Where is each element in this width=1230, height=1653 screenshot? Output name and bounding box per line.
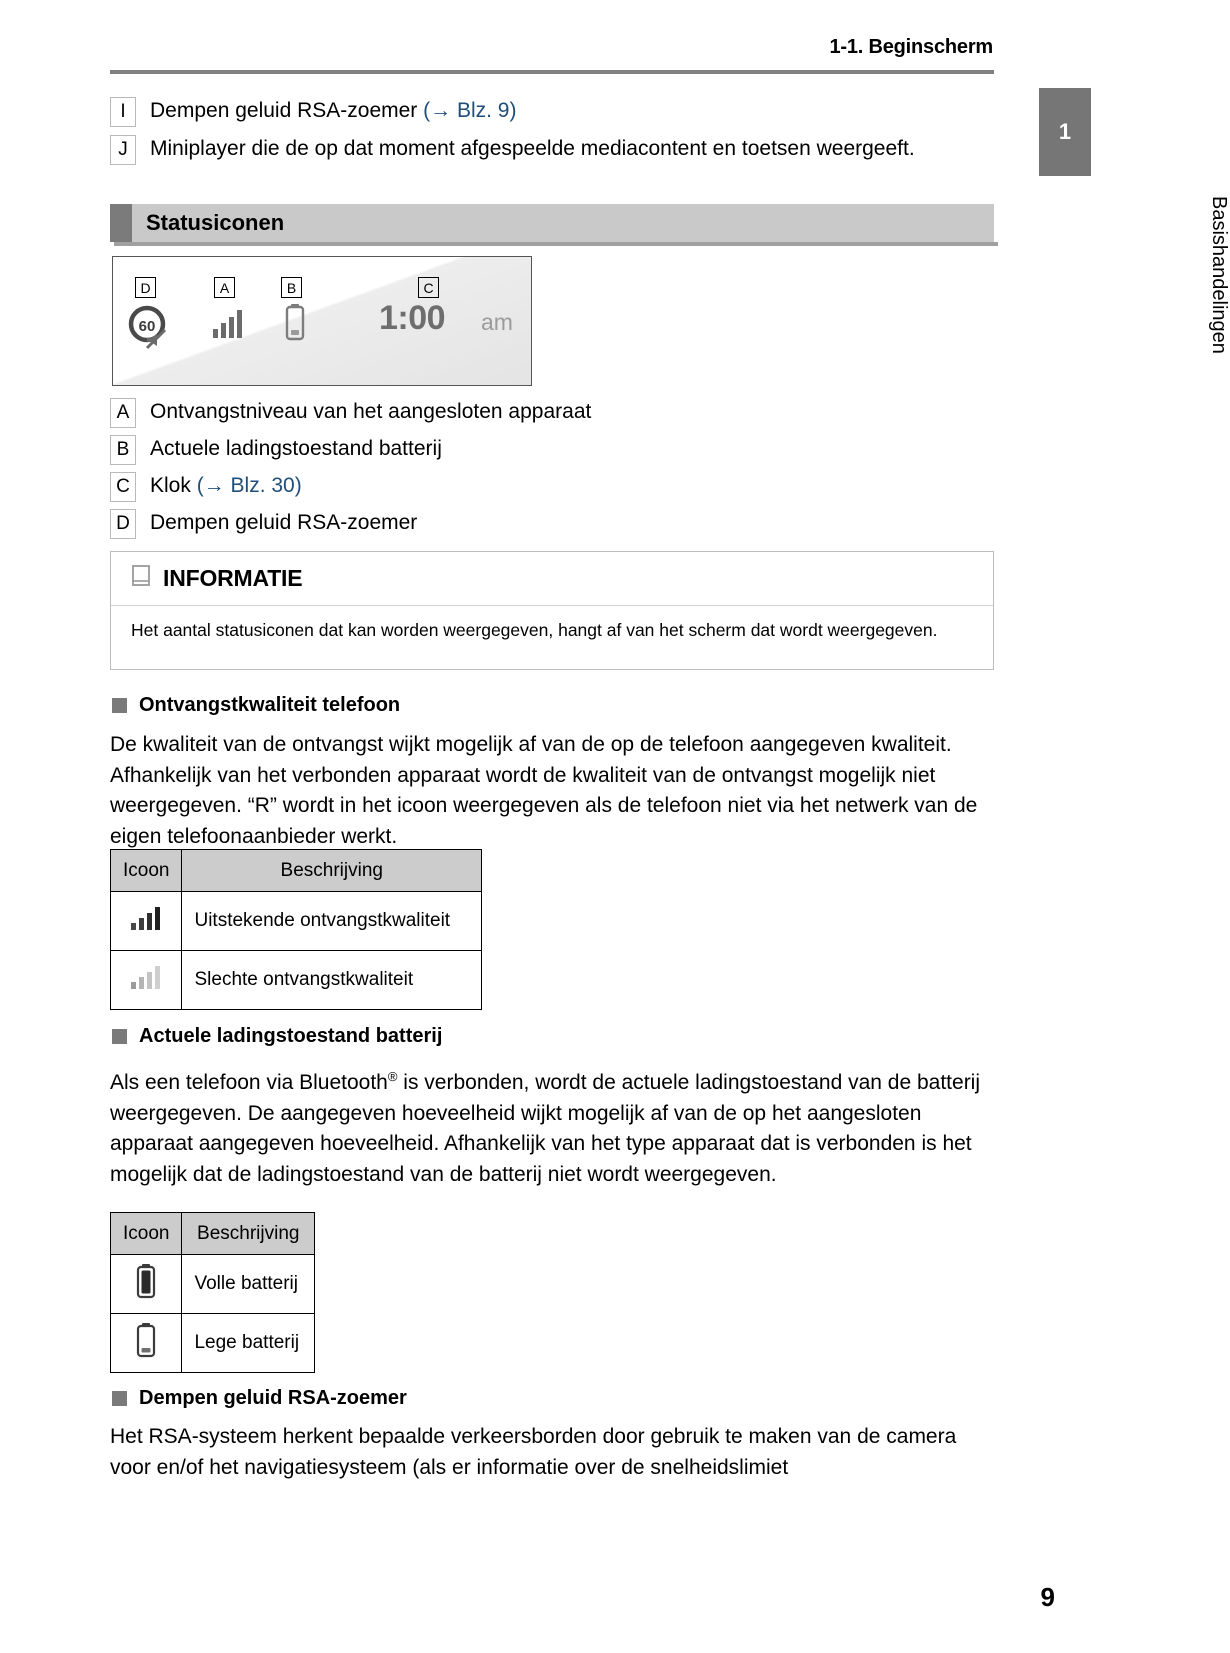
callout-box-c: C: [418, 277, 439, 298]
list-item: [110, 507, 990, 539]
bullet-square-icon: [112, 1391, 127, 1406]
table-header-beschrijving: Beschrijving: [182, 1213, 315, 1255]
item-letter-badge: J: [110, 135, 136, 165]
subsection-heading-text: Dempen geluid RSA-zoemer: [139, 1387, 407, 1409]
table-header-row: [111, 1213, 315, 1255]
battery-level-icon: [283, 303, 307, 346]
list-item: [110, 396, 990, 428]
band-shadow: [114, 242, 998, 246]
list-item: [110, 470, 990, 502]
information-box-title: INFORMATIE: [163, 565, 303, 591]
clock-ampm-text: am: [481, 309, 513, 335]
table-cell-description: Uitstekende ontvangstkwaliteit: [182, 892, 482, 951]
legend-text-d: Dempen geluid RSA-zoemer: [150, 511, 418, 534]
information-icon: [131, 564, 151, 593]
table-cell-description: Slechte ontvangstkwaliteit: [182, 951, 482, 1010]
item-text: Dempen geluid RSA-zoemer (→ Blz. 9): [150, 99, 517, 122]
bullet-square-icon: [112, 698, 127, 713]
chapter-tab-label: Basishandelingen: [1208, 196, 1230, 354]
legend-text-a: Ontvangstniveau van het aangesloten apparaat: [150, 400, 592, 423]
callout-box-b: B: [281, 277, 302, 298]
table-header-row: [111, 850, 482, 892]
battery-empty-icon: [135, 1322, 157, 1358]
signal-strong-icon-cell: [111, 892, 182, 951]
table-row: [111, 951, 482, 1010]
table-row: [111, 1314, 315, 1373]
subsection-heading-rsa: [112, 1387, 407, 1410]
table-header-icoon: Icoon: [111, 850, 182, 892]
table-cell-description: Volle batterij: [182, 1255, 315, 1314]
table-cell-description: Lege batterij: [182, 1314, 315, 1373]
signal-weak-icon: [129, 964, 163, 990]
legend-letter-b: B: [110, 435, 136, 465]
subsection-heading-text: Actuele ladingstoestand batterij: [139, 1025, 443, 1047]
legend-letter-d: D: [110, 509, 136, 539]
band-cap: [110, 204, 132, 242]
section-band-title: Statusiconen: [146, 210, 285, 235]
subsection-heading-text: Ontvangstkwaliteit telefoon: [139, 694, 401, 716]
svg-text:60: 60: [138, 318, 156, 335]
table-header-beschrijving: Beschrijving: [182, 850, 482, 892]
chapter-number-text: 1: [1058, 119, 1072, 144]
page-number: 9: [1040, 1582, 1055, 1612]
battery-full-icon: [135, 1263, 157, 1299]
paragraph-battery: Als een telefoon via Bluetooth® is verbonden, wordt de actuele ladingstoestand van de batterij weergegeven. De aangegeven hoeveelheid wijkt mogelijk af van de op het aangesloten apparaat aangegeven hoeveelheid. Afhankelijk van het type apparaat dat is verbonden is het mogelijk dat de ladingstoestand van de batterij niet wordt weergegeven.: [110, 1069, 981, 1186]
information-box-header: [111, 552, 993, 606]
legend-text-b: Actuele ladingstoestand batterij: [150, 437, 442, 460]
item-letter-badge: I: [110, 97, 136, 127]
legend-letter-c: C: [110, 472, 136, 502]
paragraph-rsa: Het RSA-systeem herkent bepaalde verkeersborden door gebruik te maken van de camera voor en/of het navigatiesysteem (als er informatie over de snelheidslimiet: [110, 1425, 957, 1479]
legend-text-c: Klok (→ Blz. 30): [150, 474, 302, 497]
page-header-title: 1-1. Beginscherm: [829, 36, 993, 58]
callout-box-a: A: [214, 277, 235, 298]
page-reference-link[interactable]: (→ Blz. 9): [423, 99, 517, 122]
clock-time-text: 1:00: [379, 299, 446, 337]
signal-strength-icon: [212, 307, 246, 344]
paragraph-reception: De kwaliteit van de ontvangst wijkt mogelijk af van de op de telefoon aangegeven kwaliteit. Afhankelijk van het verbonden apparaat wordt de kwaliteit van de ontvangst mogelijk niet weergegeven. “R” wordt in het icoon weergegeven als de telefoon niet via het netwerk van de eigen telefoonaanbieder werkt.: [110, 733, 978, 848]
list-item: [110, 133, 990, 165]
information-box-body: Het aantal statusiconen dat kan worden weergegeven, hangt af van het scherm dat wordt weergegeven.: [131, 620, 938, 640]
page-reference-link[interactable]: (→ Blz. 30): [196, 474, 302, 497]
table-header-icoon: Icoon: [111, 1213, 182, 1255]
table-row: [111, 892, 482, 951]
item-text: Miniplayer die de op dat moment afgespeelde mediacontent en toetsen weergeeft.: [150, 137, 915, 160]
information-box: [110, 551, 994, 670]
subsection-heading-battery: [112, 1025, 442, 1048]
bullet-square-icon: [112, 1029, 127, 1044]
chapter-tab-number: [1039, 88, 1091, 176]
registered-trademark-symbol: ®: [387, 1069, 398, 1084]
battery-empty-icon-cell: [111, 1314, 182, 1373]
legend-letter-a: A: [110, 398, 136, 428]
signal-strong-icon: [129, 905, 163, 931]
reception-icon-table: [110, 849, 482, 1010]
table-row: [111, 1255, 315, 1314]
status-bar-illustration: [112, 256, 532, 386]
battery-full-icon-cell: [111, 1255, 182, 1314]
callout-box-d: D: [135, 277, 156, 298]
section-band: [110, 204, 994, 242]
subsection-heading-reception: [112, 694, 400, 717]
battery-icon-table: [110, 1212, 315, 1373]
list-item: [110, 95, 990, 127]
rsa-buzzer-mute-icon: [125, 304, 177, 357]
list-item: [110, 433, 990, 465]
header-divider: [110, 70, 994, 74]
signal-weak-icon-cell: [111, 951, 182, 1010]
